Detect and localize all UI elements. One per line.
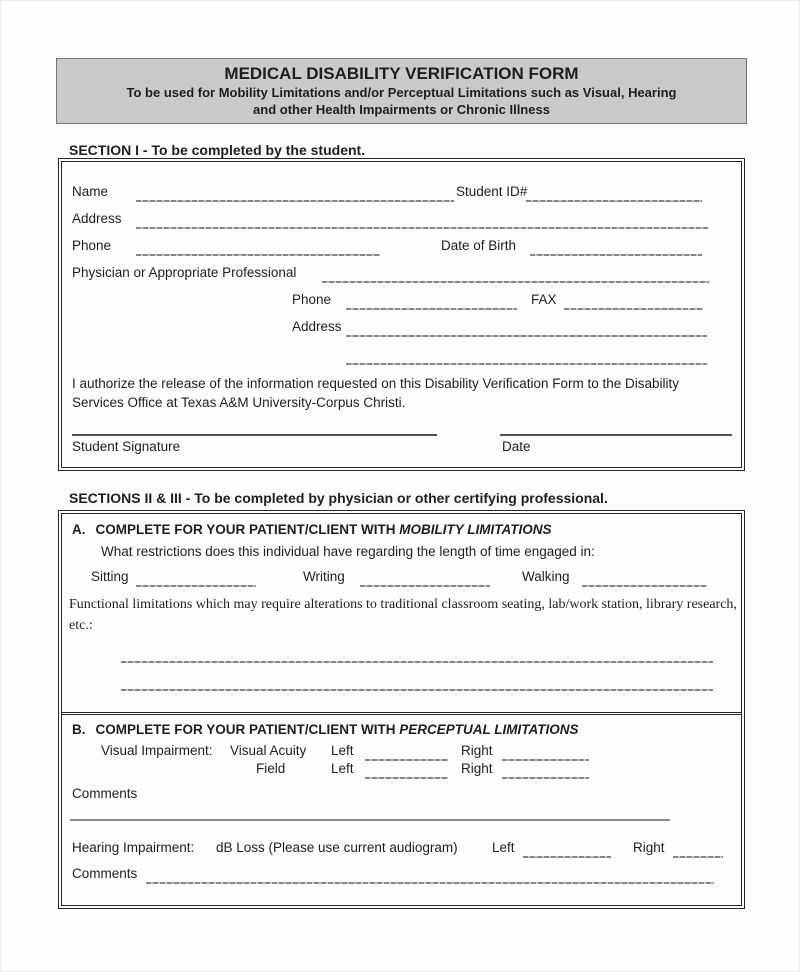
hearing-right-field-line[interactable]	[673, 856, 723, 858]
visual-comments-line[interactable]	[70, 819, 670, 821]
writing-label: Writing	[303, 569, 345, 584]
sitting-field-line[interactable]	[136, 585, 256, 587]
partA-title	[72, 522, 552, 537]
date-of-birth-label: Date of Birth	[441, 238, 517, 253]
partB-letter: B.	[72, 722, 86, 737]
hearing-left-field-line[interactable]	[523, 856, 611, 858]
functional-limitations-note: Functional limitations which may require alterations to traditional classroom seating, lab/work station, library research, etc.:	[69, 597, 737, 633]
physician-phone-label: Phone	[292, 292, 332, 307]
walking-field-line[interactable]	[582, 585, 707, 587]
partA-title-emphasis: MOBILITY LIMITATIONS	[399, 522, 552, 537]
physician-address-field-line[interactable]	[346, 335, 707, 337]
functional-limitations-line1[interactable]	[121, 661, 713, 663]
sections23-box	[58, 510, 745, 909]
field-right-field-line[interactable]	[502, 777, 589, 779]
physician-phone-field-line[interactable]	[346, 308, 517, 310]
field-left-field-line[interactable]	[365, 777, 448, 779]
address-label: Address	[72, 211, 122, 226]
physician-address-label: Address	[292, 319, 342, 334]
walking-label: Walking	[522, 569, 570, 584]
acuity-left-field-line[interactable]	[365, 759, 448, 761]
form-header-banner	[56, 58, 747, 124]
hearing-left-label: Left	[492, 840, 515, 855]
partA-question: What restrictions does this individual have regarding the length of time engaged in:	[101, 544, 595, 559]
acuity-right-field-line[interactable]	[502, 759, 589, 761]
partB-title	[72, 722, 579, 737]
phone-field-line[interactable]	[136, 254, 380, 256]
physician-field-line[interactable]	[322, 281, 709, 283]
student-signature-label: Student Signature	[72, 439, 181, 454]
field-left-label: Left	[331, 761, 354, 776]
partA-partB-divider	[62, 712, 741, 715]
field-right-label: Right	[461, 761, 493, 776]
visual-impairment-label: Visual Impairment:	[101, 743, 213, 758]
db-loss-label: dB Loss (Please use current audiogram)	[216, 840, 458, 855]
student-signature-line[interactable]	[72, 434, 437, 436]
hearing-right-label: Right	[633, 840, 665, 855]
address-field-line[interactable]	[136, 227, 708, 229]
date-label: Date	[502, 439, 531, 454]
partA-title-text: COMPLETE FOR YOUR PATIENT/CLIENT WITH	[95, 522, 396, 537]
functional-limitations-line2[interactable]	[121, 689, 713, 691]
writing-field-line[interactable]	[360, 585, 490, 587]
acuity-right-label: Right	[461, 743, 493, 758]
hearing-comments-label: Comments	[72, 866, 138, 881]
form-subtitle-line1: To be used for Mobility Limitations and/or Perceptual Limitations such as Visual, Hearing	[126, 85, 677, 100]
name-label: Name	[72, 184, 109, 199]
phone-label: Phone	[72, 238, 112, 253]
fax-label: FAX	[531, 292, 557, 307]
name-field-line[interactable]	[136, 200, 454, 202]
partA-letter: A.	[72, 522, 86, 537]
visual-acuity-label: Visual Acuity	[230, 743, 307, 758]
visual-comments-label: Comments	[72, 786, 138, 801]
date-of-birth-field-line[interactable]	[530, 254, 702, 256]
field-label: Field	[256, 761, 286, 776]
student-id-field-line[interactable]	[526, 200, 702, 202]
fax-field-line[interactable]	[564, 308, 703, 310]
hearing-comments-line[interactable]	[146, 882, 714, 884]
form-subtitle-line2: and other Health Impairments or Chronic Illness	[253, 102, 550, 117]
form-title: MEDICAL DISABILITY VERIFICATION FORM	[224, 64, 579, 83]
section1-heading: SECTION I - To be completed by the student.	[69, 142, 366, 158]
section1-box	[58, 158, 745, 471]
hearing-impairment-label: Hearing Impairment:	[72, 840, 195, 855]
partB-title-text: COMPLETE FOR YOUR PATIENT/CLIENT WITH	[95, 722, 396, 737]
physician-address-field-line2[interactable]	[346, 363, 707, 365]
acuity-left-label: Left	[331, 743, 354, 758]
date-line[interactable]	[500, 434, 732, 436]
sections23-heading: SECTIONS II & III - To be completed by physician or other certifying professional.	[69, 490, 608, 506]
sitting-label: Sitting	[91, 569, 129, 584]
authorization-text: I authorize the release of the information requested on this Disability Verification Form to the Disability Services Office at Texas A&M University-Corpus Christi.	[72, 376, 680, 410]
student-id-label: Student ID#	[456, 184, 528, 199]
physician-label: Physician or Appropriate Professional	[72, 265, 297, 280]
partB-title-emphasis: PERCEPTUAL LIMITATIONS	[399, 722, 579, 737]
